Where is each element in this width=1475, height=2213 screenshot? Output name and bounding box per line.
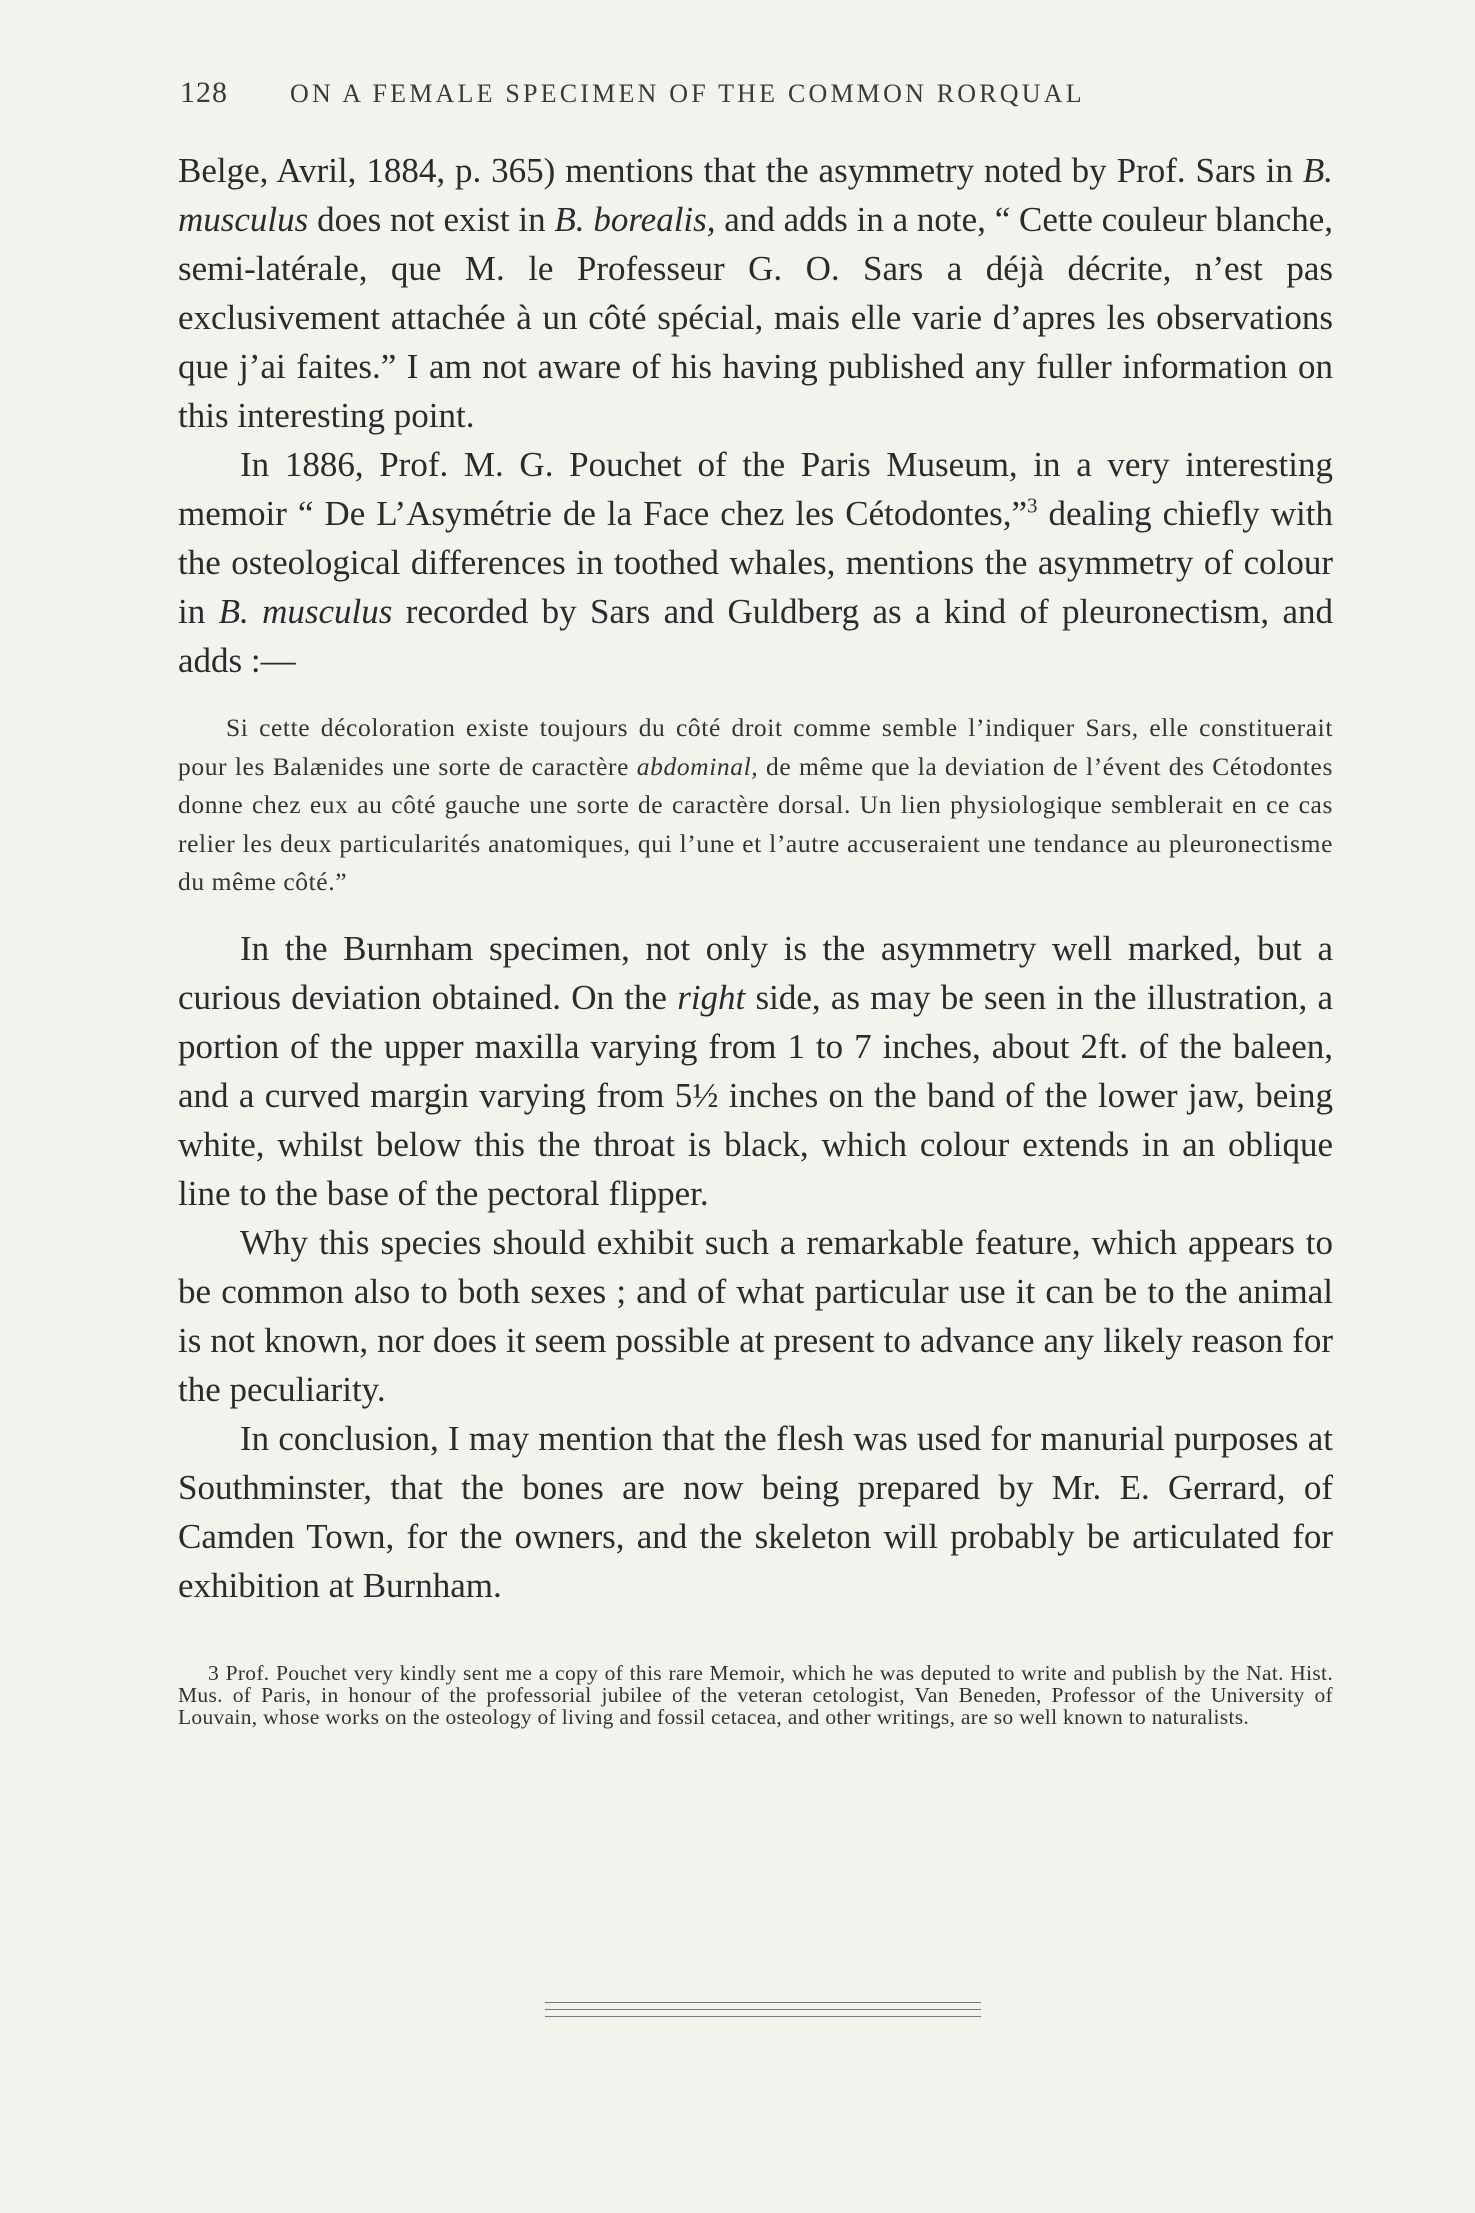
paragraph-3-text-c: side, as may be seen in the illustration, a portion of the upper maxilla varying from 1 to 7 inches, about 2ft. of the baleen, and a curved margin varying from 5½ inches on the band of the lower jaw, being white, whilst below this the throat is black, which colour extends in an oblique line to the base of the pectoral flipper. [178, 977, 1333, 1213]
quote-text-c: de même que la deviation de l’évent des Cétodontes donne chez eux au côté gauche une sorte de caractère dorsal. Un lien physiologique semblerait en ce cas relier les deux particularités anatomiques, qui l’une et l’autre accuseraient une tendance au pleuronectisme du même côté.” [178, 751, 1333, 896]
paragraph-1 [178, 146, 1333, 440]
species-name-borealis: B. borealis, [554, 200, 716, 239]
paragraph-1-text-e: and adds in a note, “ Cette couleur blanche, semi-latérale, que M. le Professeur G. O. Sars a déjà décrite, n’est pas exclusivement attachée à un côté spécial, mais elle varie d’apres les observations que j’ai faites.” I am not aware of his having published any fuller information on this interesting point. [178, 200, 1333, 435]
running-header [180, 76, 1330, 110]
paragraph-2-text-a: In 1886, Prof. M. G. Pouchet of the Paris Museum, in a very interesting memoir “ De L’Asymétrie de la Face chez les Cétodontes,” [178, 445, 1333, 533]
quote-text-a: Si cette décoloration existe toujours du côté droit comme semble l’indiquer Sars, elle constituerait pour les Balænides une sorte de caractère [178, 713, 1333, 781]
end-rule-middle [545, 2009, 981, 2010]
page-number: 128 [180, 76, 228, 109]
quote-italic-abdominal: abdominal, [636, 751, 759, 781]
paragraph-2-text-b: dealing chiefly with the osteological differences in toothed whales, mentions the asymmetry of colour in [178, 494, 1333, 631]
species-name-musculus-2: B. musculus [218, 592, 393, 631]
paragraph-1-text-c: does not exist in [308, 200, 555, 239]
body-text [178, 146, 1333, 1749]
paragraph-5: In conclusion, I may mention that the flesh was used for manurial purposes at Southminster, that the bones are now being prepared by Mr. E. Gerrard, of Camden Town, for the owners, and the skeleton will probably be articulated for exhibition at Burnham. [178, 1418, 1333, 1605]
species-name-musculus: B. musculus [178, 151, 1333, 239]
footnote-marker: 3 [1027, 493, 1038, 518]
running-title: ON A FEMALE SPECIMEN OF THE COMMON RORQUAL [290, 79, 1085, 108]
end-rule-bottom [545, 2016, 981, 2017]
paragraph-4: Why this species should exhibit such a remarkable feature, which appears to be common also to both sexes ; and of what particular use it can be to the animal is not known, nor does it seem possible at present to advance any likely reason for the peculiarity. [178, 1222, 1333, 1409]
paragraph-2-text-d: recorded by Sars and Guldberg as a kind of pleuronectism, and adds :— [178, 592, 1333, 680]
paragraph-3-text-a: In the Burnham specimen, not only is the asymmetry well marked, but a curious deviation obtained. On the [178, 928, 1333, 1017]
footnote: 3 Prof. Pouchet very kindly sent me a copy of this rare Memoir, which he was deputed to write and publish by the Nat. Hist. Mus. of Paris, in honour of the professorial jubilee of the veteran cetologist, Van Beneden, Professor of the University of Louvain, whose works on the osteology of living and fossil cetacea, and other writings, are so well known to naturalists. [178, 1660, 1333, 1729]
end-rule-top [545, 2002, 981, 2003]
italic-right: right [677, 977, 746, 1017]
paragraph-2 [178, 440, 1333, 685]
paragraph-3 [178, 924, 1333, 1218]
paragraph-1-text-a: Belge, Avril, 1884, p. 365) mentions that the asymmetry noted by Prof. Sars in [178, 151, 1303, 190]
block-quote [178, 709, 1333, 902]
